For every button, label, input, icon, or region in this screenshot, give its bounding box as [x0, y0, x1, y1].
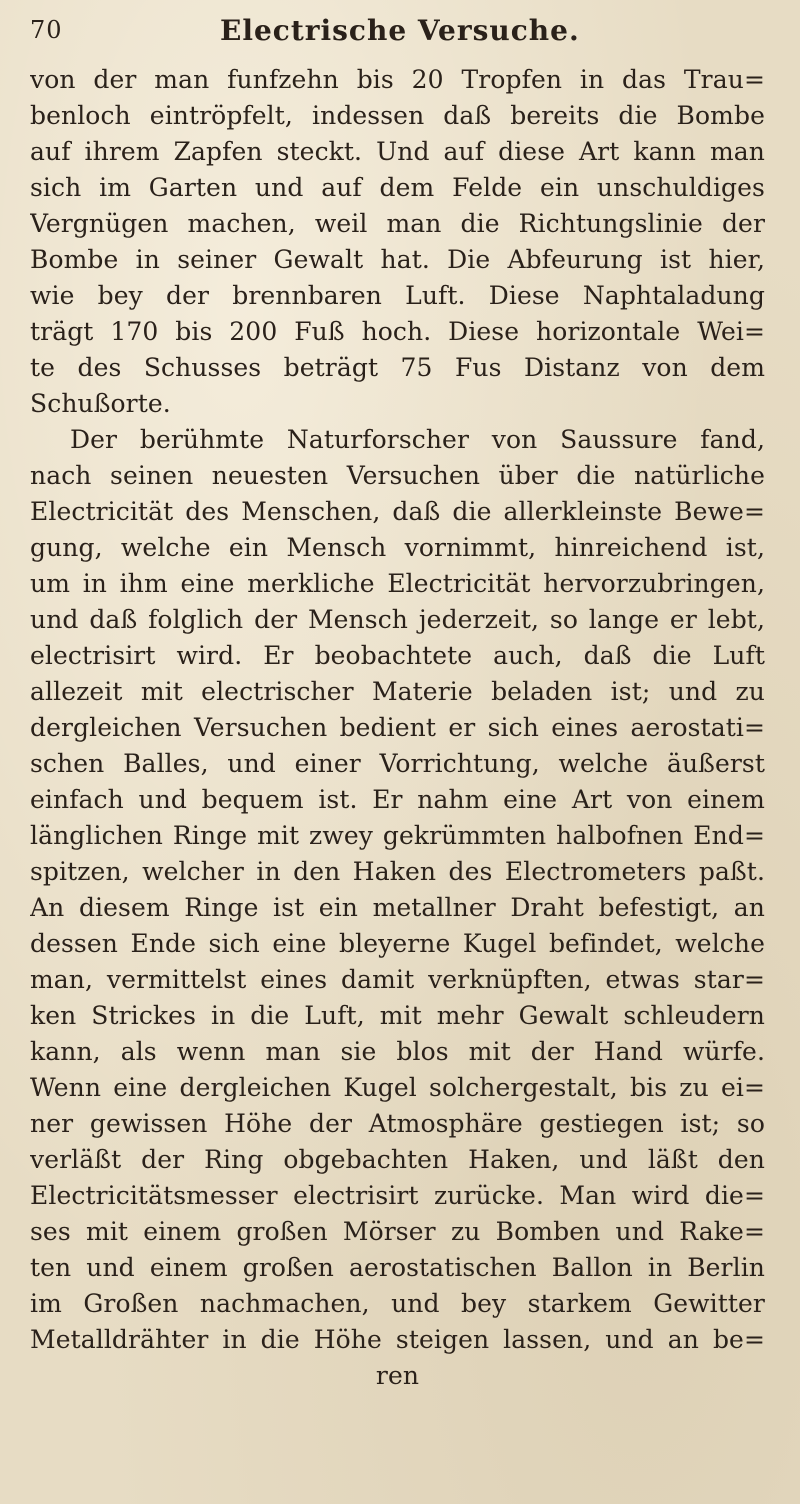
text-line: um in ihm eine merkliche Electricität hervorzubringen,: [30, 569, 765, 598]
text-line: Metalldrähter in die Höhe steigen lassen, und an be=: [30, 1325, 765, 1354]
text-line: nach seinen neuesten Versuchen über die natürliche: [30, 461, 765, 490]
body-text: [30, 62, 765, 1394]
text-line: ten und einem großen aerostatischen Ballon in Berlin: [30, 1253, 765, 1282]
page-header: [30, 14, 760, 58]
text-line: trägt 170 bis 200 Fuß hoch. Diese horizontale Wei=: [30, 317, 765, 346]
text-line: Wenn eine dergleichen Kugel solchergestalt, bis zu ei=: [30, 1073, 765, 1102]
text-line: von der man funfzehn bis 20 Tropfen in das Trau=: [30, 65, 765, 94]
text-line: allezeit mit electrischer Materie beladen ist; und zu: [30, 677, 765, 706]
text-line: ren: [375, 1361, 420, 1390]
text-line: Bombe in seiner Gewalt hat. Die Abfeurung ist hier,: [30, 245, 765, 274]
text-line: auf ihrem Zapfen steckt. Und auf diese Art kann man: [30, 137, 765, 166]
text-line: man, vermittelst eines damit verknüpften, etwas star=: [30, 965, 765, 994]
text-line: Der berühmte Naturforscher von Saussure fand,: [70, 425, 765, 454]
text-line: ses mit einem großen Mörser zu Bomben und Rake=: [30, 1217, 765, 1246]
text-line: sich im Garten und auf dem Felde ein unschuldiges: [30, 173, 765, 202]
text-line: gung, welche ein Mensch vornimmt, hinreichend ist,: [30, 533, 765, 562]
text-line: Electricität des Menschen, daß die allerkleinste Bewe=: [30, 497, 765, 526]
text-line: und daß folglich der Mensch jederzeit, so lange er lebt,: [30, 605, 765, 634]
running-title: Electrische Versuche.: [220, 14, 580, 47]
text-line: schen Balles, und einer Vorrichtung, welche äußerst: [30, 749, 765, 778]
text-line: Vergnügen machen, weil man die Richtungslinie der: [30, 209, 765, 238]
text-line: Schußorte.: [30, 389, 171, 418]
text-line: Electricitätsmesser electrisirt zurücke. Man wird die=: [30, 1181, 765, 1210]
text-line: ner gewissen Höhe der Atmosphäre gestiegen ist; so: [30, 1109, 765, 1138]
page-number: 70: [30, 16, 63, 44]
text-line: im Großen nachmachen, und bey starkem Gewitter: [30, 1289, 765, 1318]
text-line: electrisirt wird. Er beobachtete auch, daß die Luft: [30, 641, 765, 670]
text-line: kann, als wenn man sie blos mit der Hand würfe.: [30, 1037, 765, 1066]
text-line: einfach und bequem ist. Er nahm eine Art von einem: [30, 785, 765, 814]
text-line: An diesem Ringe ist ein metallner Draht befestigt, an: [30, 893, 765, 922]
text-line: dergleichen Versuchen bedient er sich eines aerostati=: [30, 713, 765, 742]
text-line: benloch eintröpfelt, indessen daß bereits die Bombe: [30, 101, 765, 130]
text-line: länglichen Ringe mit zwey gekrümmten halbofnen End=: [30, 821, 765, 850]
text-line: dessen Ende sich eine bleyerne Kugel befindet, welche: [30, 929, 765, 958]
text-line: ken Strickes in die Luft, mit mehr Gewalt schleudern: [30, 1001, 765, 1030]
text-line: wie bey der brennbaren Luft. Diese Naphtaladung: [30, 281, 765, 310]
text-line: verläßt der Ring obgebachten Haken, und läßt den: [30, 1145, 765, 1174]
text-line: spitzen, welcher in den Haken des Electrometers paßt.: [30, 857, 765, 886]
text-line: te des Schusses beträgt 75 Fus Distanz von dem: [30, 353, 765, 382]
